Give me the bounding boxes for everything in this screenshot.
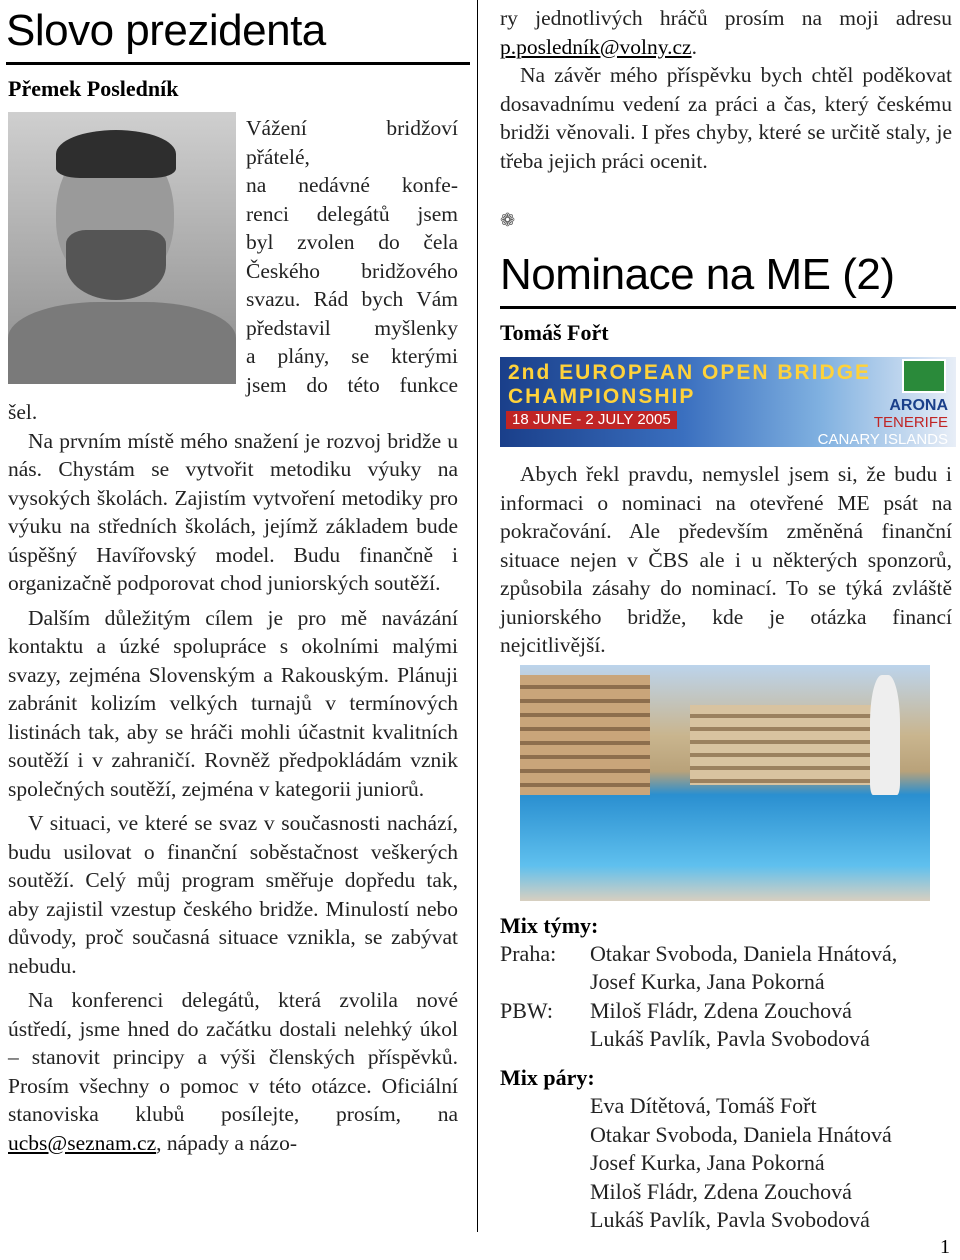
paragraph: Na prvním místě mého snažení je rozvoj bridže u nás. Chystám se vytvořit metodiku výuky na vysokých školách. Zajistím vytvoření metodiky pro výuku na středních školách, jejímž základem bude úspěšný Havířovský model. Budu finančně i organizačně podporovat chod juniorských soutěží. <box>8 428 458 595</box>
intro-line: svazu. Rád bych Vám <box>246 287 458 311</box>
paragraph: šel. <box>8 400 38 424</box>
article-title-nomination: Nominace na ME (2) <box>500 250 895 299</box>
intro-line: na nedávné konfe- <box>246 173 458 197</box>
column-divider <box>477 0 478 1232</box>
intro-line: renci delegátů jsem <box>246 201 458 226</box>
paragraph: Abych řekl pravdu, nemyslel jsem si, že budu i informaci o nominaci na otevřené ME psát na pokračování. Ale především změněná finanční situace nejen v ČBS ale i u některých sponzorů, způsobila zásahy do nominací. To se týká zvláště juniorského bridže, kde je otázka financí nejcitlivější. <box>500 462 952 657</box>
hotel-pool-photo <box>520 665 930 901</box>
body-right-top <box>500 4 952 175</box>
paragraph: ry jednotlivých hráčů prosím na moji adresu p.posledník@volny.cz. <box>500 6 952 59</box>
title-rule-right <box>500 306 956 309</box>
intro-line: přátelé, <box>246 144 310 169</box>
intro-line: Českého bridžového <box>246 258 458 283</box>
mix-teams-heading: Mix týmy: <box>500 913 599 938</box>
mix-pairs-heading: Mix páry: <box>500 1065 595 1090</box>
body-right-mid <box>500 460 952 660</box>
intro-line: byl zvolen do čela <box>246 230 458 254</box>
paragraph: Dalším důležitým cílem je pro mě navázání kontaktu a úzké spolupráce s okolními malými svazy, zejména Slovenským a Rakouským. Plánuji zabránit kolizím velkých turnajů v termínových listinách tak, aby se hráči mohli účastnit kvalitních soutěží i v zahraničí. Rovněž předpokládám vznik společných soutěží, zejména v kategorii juniorů. <box>8 605 458 801</box>
body-left <box>8 398 458 1157</box>
author-photo <box>8 112 236 384</box>
intro-line: a plány, se kterými <box>246 344 458 368</box>
author-left: Přemek Posledník <box>8 76 179 101</box>
intro-line: představil myšlenky <box>246 315 458 340</box>
title-rule-left <box>6 62 470 65</box>
flower-icon: ❁ <box>500 210 516 230</box>
banner-line2: CHAMPIONSHIP <box>508 385 696 408</box>
email-link-posledník[interactable]: p.posledník@volny.cz <box>500 34 692 59</box>
paragraph: Na konferenci delegátů, která zvolila nové ústředí, jsme hned do začátku dostali nelehký úkol – stanovit principy a výši členských příspěvků. Prosím všechny o pomoc v této otázce. Oficiální stanoviska klubů posílejte, prosím, na ucbs@seznam.cz, nápady a názo- <box>8 988 458 1155</box>
paragraph: Na závěr mého příspěvku bych chtěl poděkovat dosavadnímu vedení za práci a čas, který českému bridži věnovali. I přes chyby, které se určitě staly, je třeba jejich práci ocenit. <box>500 63 952 173</box>
intro-text <box>246 114 458 399</box>
author-right: Tomáš Fořt <box>500 320 609 345</box>
email-link-ucbs[interactable]: ucbs@seznam.cz <box>8 1130 157 1155</box>
intro-line: jsem do této funkce <box>246 372 458 397</box>
page-number: 1 <box>940 1236 950 1258</box>
banner-place: ARONA TENERIFE CANARY ISLANDS <box>817 397 948 447</box>
article-title-president: Slovo prezidenta <box>6 6 326 55</box>
banner-dates: 18 JUNE - 2 JULY 2005 <box>506 411 677 429</box>
paragraph: V situaci, ve které se svaz v současnosti nachází, budu usilovat o finanční soběstačnost veškerých soutěží. Celý můj program směřuje dopředu tak, aby zajistil vzestup českého bridže. Minulostí nebo důvody, proč současná situace vznikla, se zabývat nebudu. <box>8 811 458 978</box>
championship-banner <box>500 357 956 447</box>
intro-line: Vážení bridžoví <box>246 116 458 140</box>
flag-icon <box>902 359 946 393</box>
banner-line1: 2nd EUROPEAN OPEN BRIDGE <box>508 361 872 384</box>
